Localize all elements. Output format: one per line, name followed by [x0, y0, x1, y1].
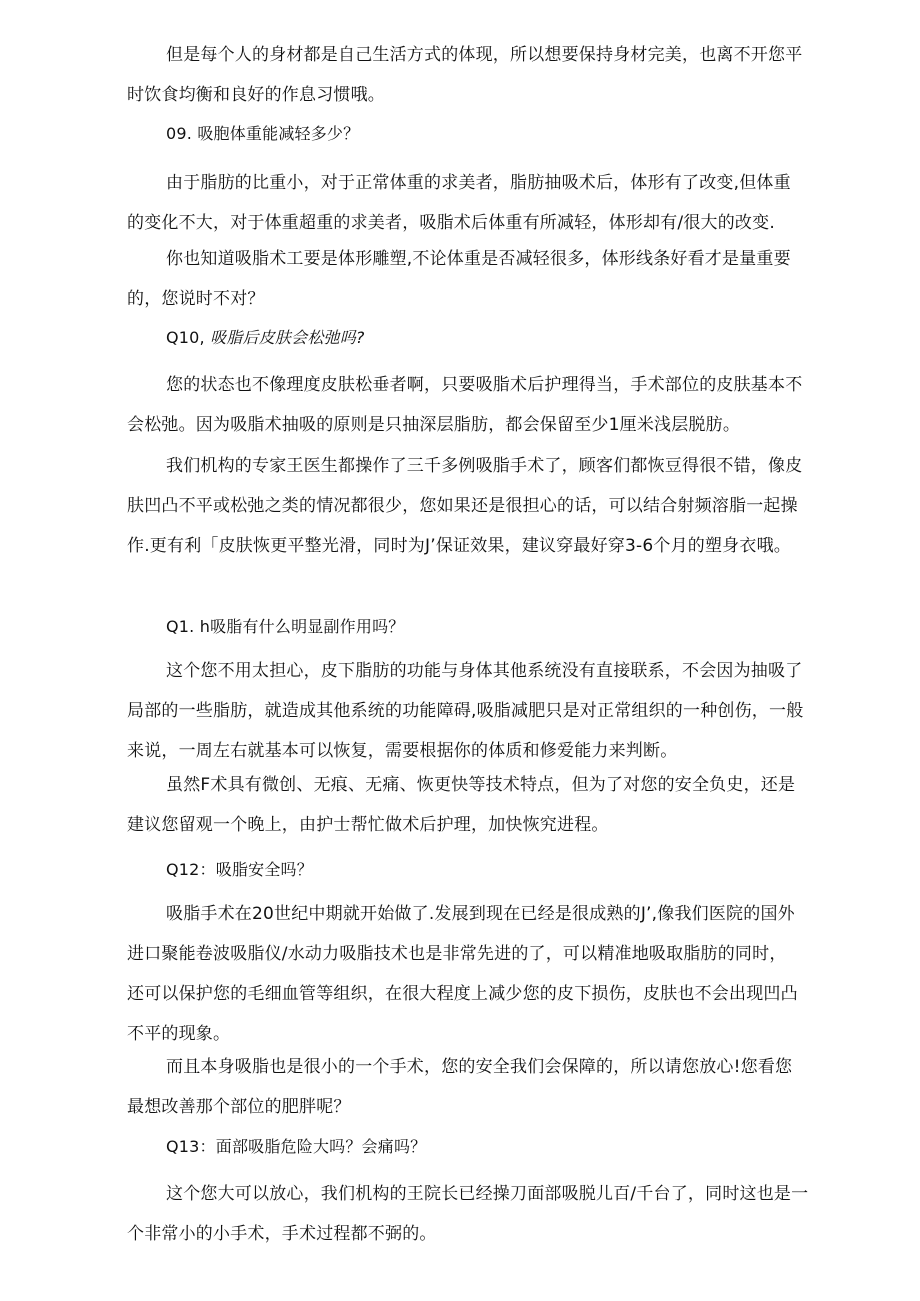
- paragraph: [0, 453, 802, 559]
- text-line: 局部的一些脂肪，就造成其他系统的功能障碍,吸脂减肥只是对正常组织的一种创伤，一般: [127, 701, 804, 721]
- text-line: 个非常小的小手术，手术过程都不弼的。: [127, 1224, 437, 1244]
- text-line: 不平的现象。: [127, 1024, 231, 1044]
- paragraph: [0, 658, 803, 764]
- question-heading: [0, 857, 313, 883]
- question-title: 吸脂后皮肤会松弛吗?: [210, 328, 365, 347]
- question-number: Q10,: [166, 328, 211, 347]
- text-line: 您的状态也不像理度皮肤松垂者啊，只要吸脂术后护理得当，手术部位的皮肤基本不: [166, 375, 803, 395]
- text-line: 建议您留观一个晚上，由护士帮忙做术后护理，加快恢究进程。: [127, 815, 609, 835]
- text-line: 进口聚能卷波吸脂仪/水动力吸脂技术也是非常先进的了，可以精准地吸取脂肪的同时，: [127, 944, 787, 964]
- text-line: 由于脂肪的比重小，对于正常体重的求美者，脂肪抽吸术后，体形有了改变,但体重: [166, 173, 791, 193]
- question-heading: [0, 614, 405, 640]
- text-line: 我们机构的专家王医生都操作了三千多例吸脂手术了，顾客们都恢豆得很不错，像皮: [166, 456, 803, 476]
- text-line: 来说，一周左右就基本可以恢复，需要根据你的体质和修爱能力来判断。: [127, 741, 678, 761]
- question-text: Q1. h吸脂有什么明显副作用吗？: [166, 617, 405, 636]
- question-heading: [0, 121, 359, 147]
- text-line: 还可以保护您的毛细血管等组织，在很大程度上减少您的皮下损伤，皮肤也不会出现凹凸: [127, 984, 798, 1004]
- question-heading: [0, 1134, 426, 1160]
- paragraph: [0, 1181, 808, 1247]
- text-line: 的变化不大，对于体重超重的求美者，吸脂术后体重有所减轻，体形却有/很大的改变.: [127, 213, 775, 233]
- paragraph: [0, 42, 802, 108]
- text-line: 肤凹凸不平或松弛之类的情况都很少，您如果还是很担心的话，可以结合射频溶脂一起操: [127, 496, 798, 516]
- paragraph: [0, 170, 791, 236]
- paragraph: [0, 372, 802, 438]
- text-line: 吸脂手术在20世纪中期就开始做了.发展到现在已经是很成熟的J’,像我们医院的国外: [166, 904, 795, 924]
- paragraph: [0, 901, 798, 1047]
- question-text: 09. 吸胞体重能减轻多少？: [166, 124, 360, 143]
- paragraph: [0, 1054, 792, 1120]
- paragraph: [0, 772, 795, 838]
- question-text: Q12：吸脂安全吗？: [166, 860, 313, 879]
- text-line: 你也知道吸脂术工要是体形雕塑,不论体重是否减轻很多，体形线条好看才是量重要: [166, 249, 791, 269]
- text-line: 的，您说时不对？: [127, 289, 265, 309]
- text-line: 这个您大可以放心，我们机构的王院长已经操刀面部吸脱儿百/千台了，同时这也是一: [166, 1184, 809, 1204]
- question-text: Q13：面部吸脂危险大吗？会痛吗？: [166, 1137, 427, 1156]
- text-line: 虽然F术具有微创、无痕、无痛、恢更快等技术特点，但为了对您的安全负史，还是: [166, 775, 796, 795]
- text-line: 作.更有利「皮肤恢更平整光滑，同时为J’保证效果，建议穿最好穿3-6个月的塑身衣哦。: [127, 536, 791, 556]
- paragraph: [0, 246, 791, 312]
- text-line: 最想改善那个部位的肥胖呢？: [127, 1097, 351, 1117]
- question-text: [0, 325, 365, 351]
- text-line: 而且本身吸脂也是很小的一个手术，您的安全我们会保障的，所以请您放心!您看您: [166, 1057, 793, 1077]
- text-line: 但是每个人的身材都是自己生活方式的体现，所以想要保持身材完美，也离不开您平: [166, 45, 803, 65]
- text-line: 时饮食均衡和良好的作息习惯哦。: [127, 85, 385, 105]
- text-line: 会松弛。因为吸脂术抽吸的原则是只抽深层脂肪，都会保留至少1厘米浅层脱肪。: [127, 415, 741, 435]
- text-line: 这个您不用太担心，皮下脂肪的功能与身体其他系统没有直接联系，不会因为抽吸了: [166, 661, 803, 681]
- question-heading: [0, 325, 365, 351]
